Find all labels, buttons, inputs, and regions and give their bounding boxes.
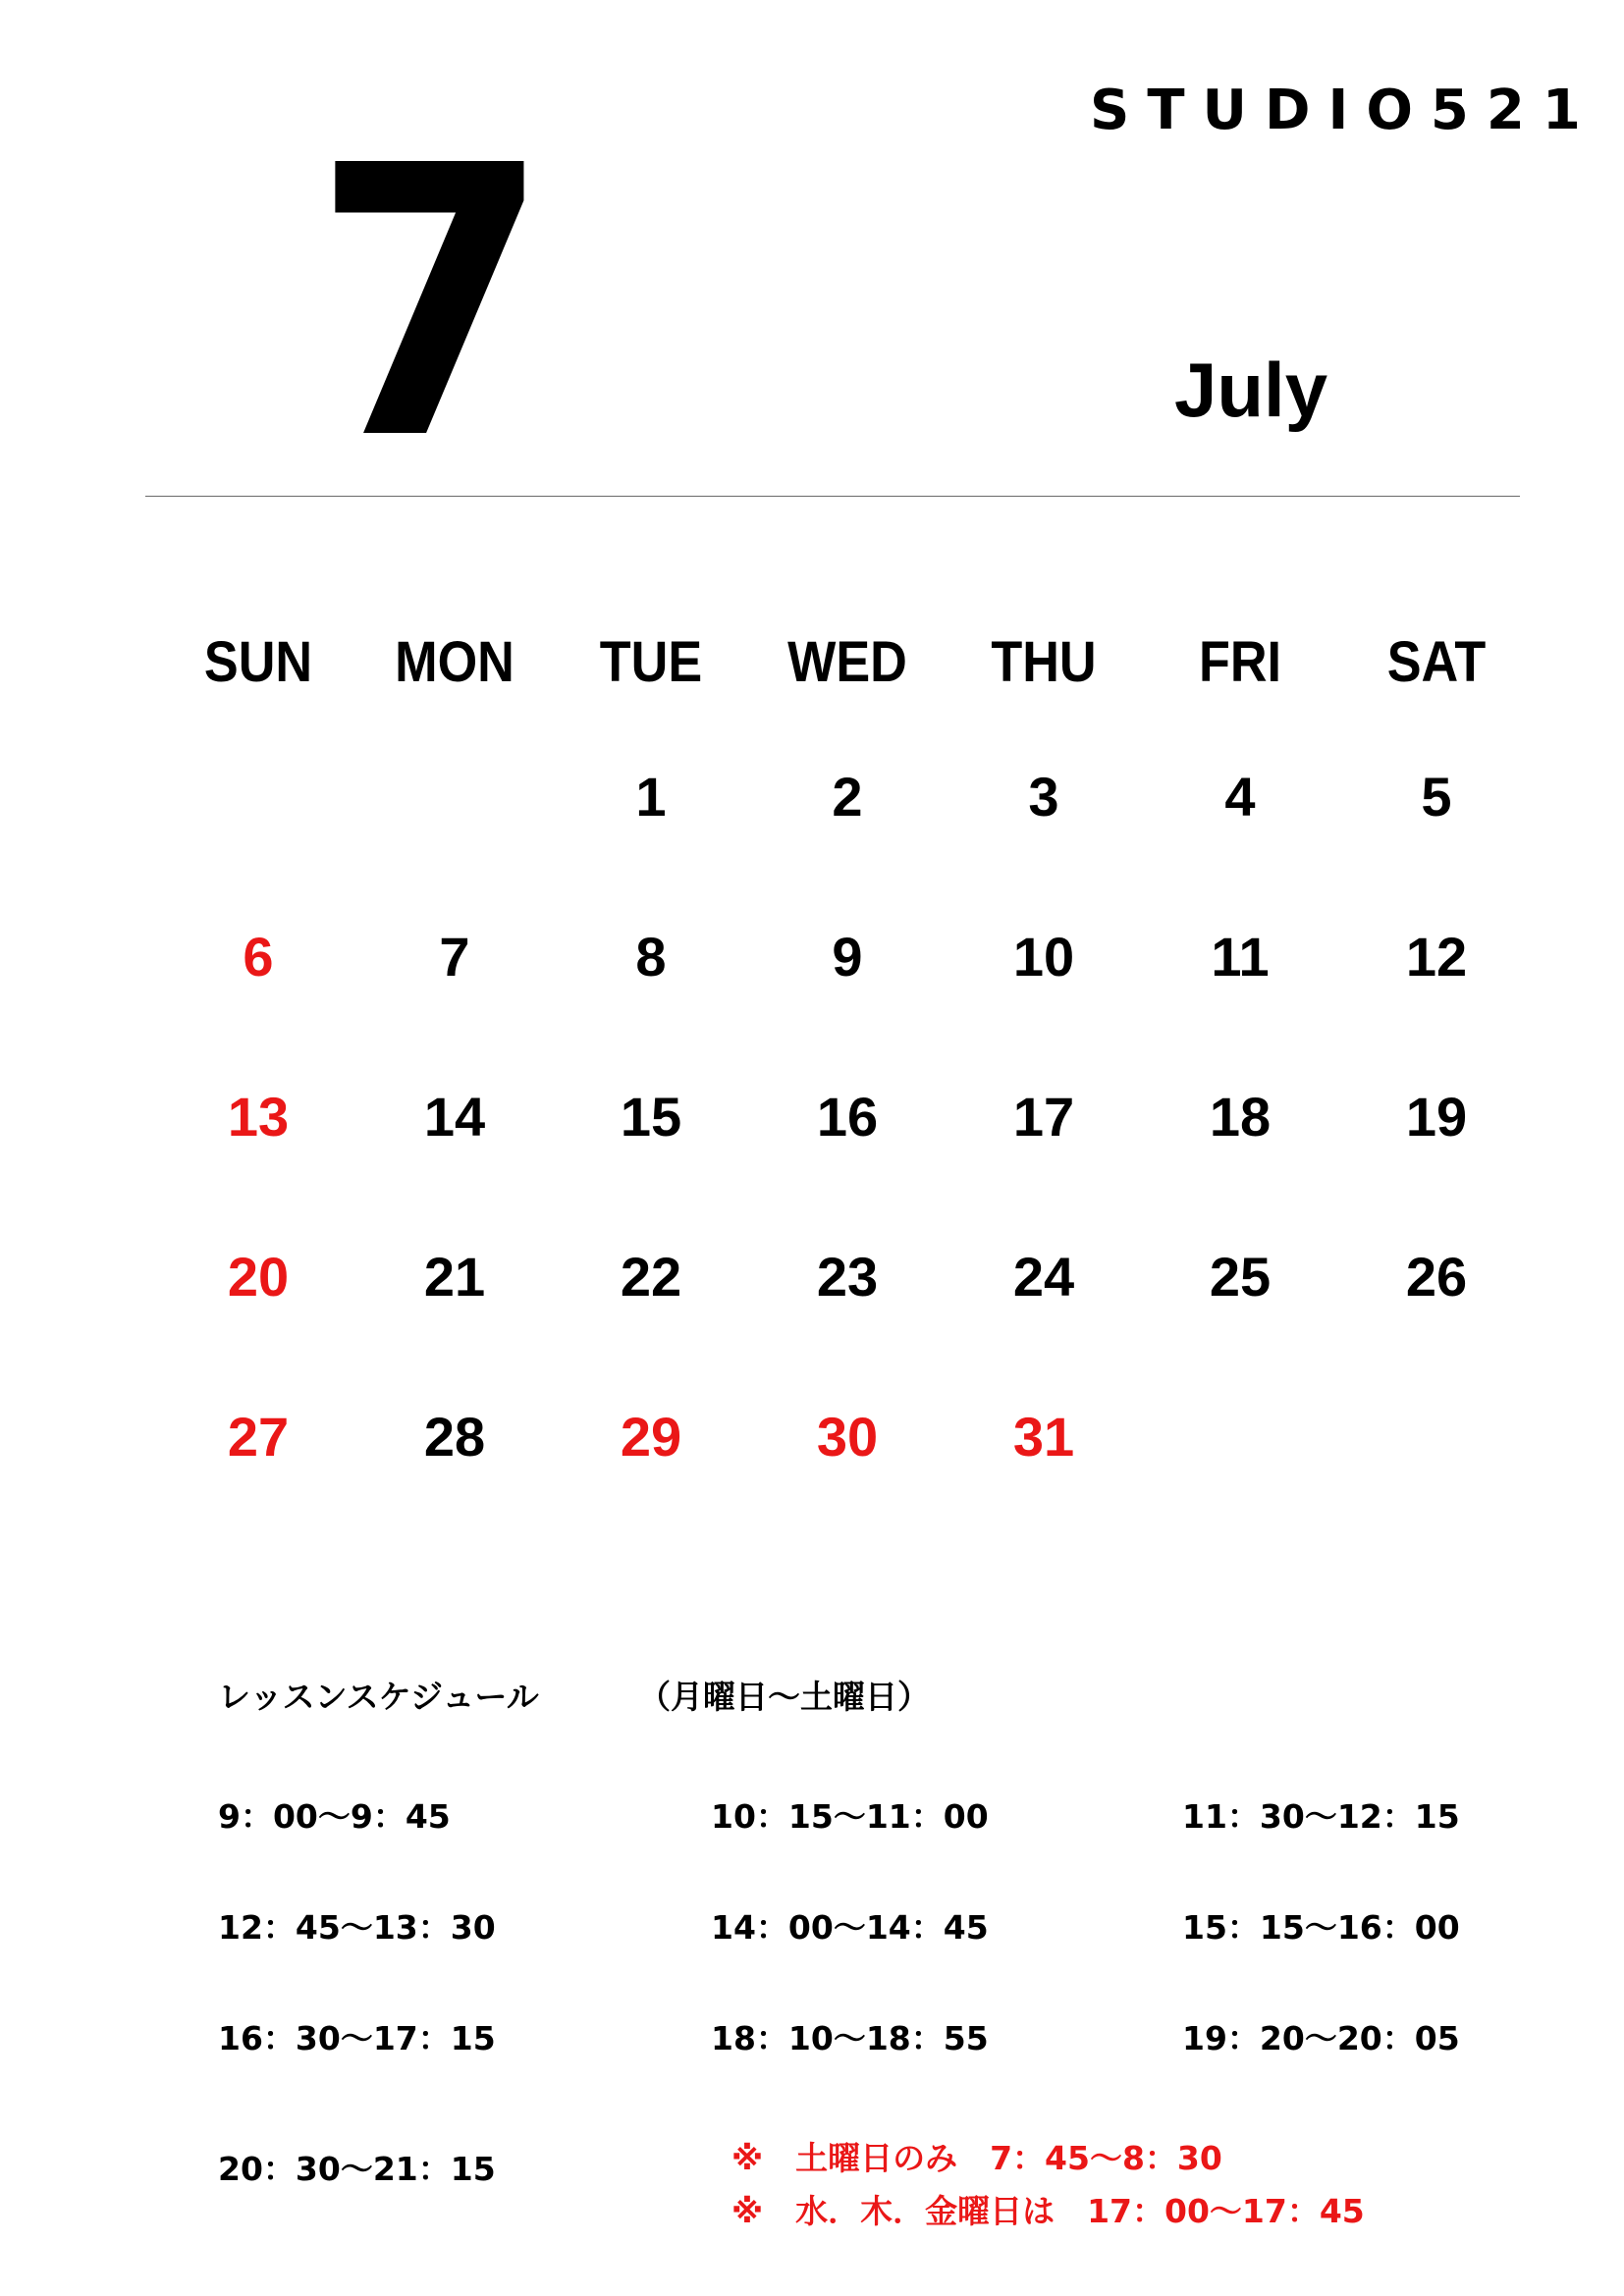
day-cell: 26 <box>1405 1245 1468 1308</box>
day-cell: 1 <box>635 765 667 828</box>
day-cell: 30 <box>816 1405 879 1468</box>
schedule-notes <box>731 2132 1365 2238</box>
time-slot: 20：30～21：15 <box>218 2150 496 2188</box>
day-cell: 18 <box>1209 1085 1272 1148</box>
schedule-title: レッスンスケジュール <box>218 1678 539 1716</box>
schedule-times <box>218 1796 1573 2129</box>
week-row <box>160 717 1535 877</box>
day-cell: 7 <box>439 925 470 988</box>
day-cell: 5 <box>1421 765 1452 828</box>
day-cell: 22 <box>620 1245 682 1308</box>
day-cell: 21 <box>423 1245 486 1308</box>
day-cell: 14 <box>423 1085 486 1148</box>
note-line: ※ 水．木．金曜日は 17：00～17：45 <box>731 2192 1365 2230</box>
time-slot: 11：30～12：15 <box>1182 1797 1460 1836</box>
day-cell: 19 <box>1405 1085 1468 1148</box>
time-slot: 16：30～17：15 <box>218 2019 496 2057</box>
day-cell: 10 <box>1012 925 1075 988</box>
day-cell: 28 <box>423 1405 486 1468</box>
day-cell: 8 <box>635 925 667 988</box>
week-row <box>160 877 1535 1037</box>
weekday-label: SAT <box>1386 630 1487 694</box>
weekday-header-row <box>160 609 1535 717</box>
day-cell: 27 <box>227 1405 290 1468</box>
week-row <box>160 1037 1535 1197</box>
day-cell: 13 <box>227 1085 290 1148</box>
day-cell: 12 <box>1405 925 1468 988</box>
time-slot: 18：10～18：55 <box>711 2019 989 2057</box>
day-cell: 3 <box>1028 765 1059 828</box>
weekday-label: FRI <box>1198 630 1282 694</box>
day-cell: 24 <box>1012 1245 1075 1308</box>
time-slot: 15：15～16：00 <box>1182 1908 1460 1947</box>
day-cell: 11 <box>1211 925 1270 988</box>
calendar-grid <box>160 609 1535 1517</box>
week-row <box>160 1197 1535 1357</box>
day-cell: 16 <box>816 1085 879 1148</box>
day-cell: 17 <box>1012 1085 1075 1148</box>
day-cell: 20 <box>227 1245 290 1308</box>
time-slot: 12：45～13：30 <box>218 1908 496 1947</box>
day-cell: 2 <box>832 765 863 828</box>
month-number: 7 <box>312 86 552 521</box>
studio-name: STUDIO521 <box>1090 79 1598 142</box>
weekday-label: MON <box>395 630 514 694</box>
time-slot: 10：15～11：00 <box>711 1797 989 1836</box>
day-cell: 9 <box>832 925 863 988</box>
weekday-label: TUE <box>599 630 703 694</box>
schedule-subtitle: （月曜日～土曜日） <box>638 1678 930 1716</box>
weekday-label: WED <box>787 630 907 694</box>
month-name: July <box>1174 347 1328 433</box>
day-cell: 23 <box>816 1245 879 1308</box>
day-cell: 4 <box>1224 765 1256 828</box>
weekday-label: SUN <box>203 630 313 694</box>
day-cell: 29 <box>620 1405 682 1468</box>
week-row <box>160 1357 1535 1517</box>
day-cell: 25 <box>1209 1245 1272 1308</box>
time-slot: 14：00～14：45 <box>711 1908 989 1947</box>
time-slot: 9：00～9：45 <box>218 1797 451 1836</box>
day-cell: 15 <box>620 1085 682 1148</box>
header-divider <box>145 496 1520 497</box>
time-slot: 19：20～20：05 <box>1182 2019 1460 2057</box>
day-cell: 31 <box>1012 1405 1075 1468</box>
day-cell: 6 <box>243 925 274 988</box>
note-line: ※ 土曜日のみ 7：45～8：30 <box>731 2139 1222 2177</box>
weekday-label: THU <box>991 630 1097 694</box>
